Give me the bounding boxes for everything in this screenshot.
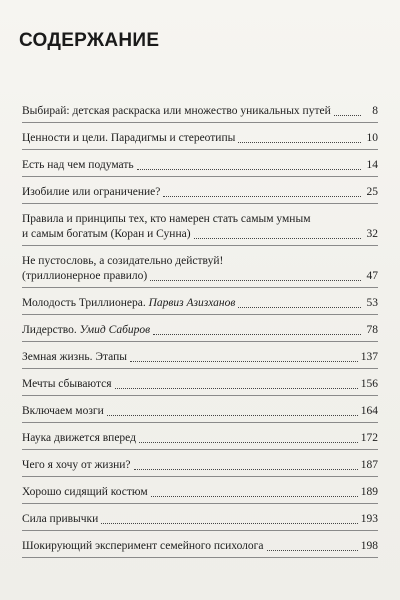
separator-rule <box>22 422 378 423</box>
toc-entry <box>22 485 378 504</box>
toc-page-number: 137 <box>360 351 378 363</box>
dot-leader <box>194 237 361 239</box>
toc-entry-title: Лидерство. Умид Сабиров <box>22 324 151 336</box>
toc-entry-title: Молодость Триллионера. Парвиз Азизханов <box>22 297 236 309</box>
toc-entry <box>22 377 378 396</box>
toc-page-number: 187 <box>360 459 378 471</box>
separator-rule <box>22 122 378 123</box>
dot-leader <box>139 441 358 443</box>
dot-leader <box>137 168 361 170</box>
toc-entry-title: Шокирующий эксперимент семейного психолога <box>22 540 264 552</box>
separator-rule <box>22 503 378 504</box>
toc-page-number: 47 <box>366 270 378 282</box>
toc-entry <box>22 131 378 150</box>
dot-leader <box>267 549 358 551</box>
dot-leader <box>151 495 358 497</box>
separator-rule <box>22 176 378 177</box>
toc-entry-title: Выбирай: детская раскраска или множество уникальных путей <box>22 105 331 117</box>
toc-page-number: 189 <box>360 486 378 498</box>
toc-entry-title: Земная жизнь. Этапы <box>22 351 127 363</box>
toc-page-number: 78 <box>366 324 378 336</box>
separator-rule <box>22 557 378 558</box>
toc-entry-title: Мечты сбываются <box>22 378 112 390</box>
page-title: СОДЕРЖАНИЕ <box>19 30 160 51</box>
separator-rule <box>22 449 378 450</box>
separator-rule <box>22 287 378 288</box>
separator-rule <box>22 341 378 342</box>
separator-rule <box>22 395 378 396</box>
dot-leader <box>153 333 361 335</box>
toc-entry <box>22 185 378 204</box>
dot-leader <box>101 522 357 524</box>
dot-leader <box>134 468 358 470</box>
toc-entry <box>22 158 378 177</box>
dot-leader <box>130 360 358 362</box>
separator-rule <box>22 149 378 150</box>
toc-entry-title: Ценности и цели. Парадигмы и стереотипы <box>22 132 236 144</box>
toc-page-number: 32 <box>366 228 378 240</box>
dot-leader <box>238 306 361 308</box>
toc-page-number: 8 <box>372 105 378 117</box>
toc-page-number: 193 <box>360 513 378 525</box>
toc-entry-title: Сила привычки <box>22 513 99 525</box>
toc-entry <box>22 296 378 315</box>
toc-entry-title: Изобилие или ограничение? <box>22 186 161 198</box>
toc-entry <box>22 350 378 369</box>
toc-entry <box>22 512 378 531</box>
dot-leader <box>115 387 358 389</box>
toc-entry <box>22 458 378 477</box>
toc-entry-author: Умид Сабиров <box>79 324 151 336</box>
dot-leader <box>163 195 361 197</box>
dot-leader <box>107 414 358 416</box>
toc-page-number: 156 <box>360 378 378 390</box>
separator-rule <box>22 245 378 246</box>
dot-leader <box>238 141 361 143</box>
toc-entry-title: Хорошо сидящий костюм <box>22 486 148 498</box>
toc-page-number: 172 <box>360 432 378 444</box>
separator-rule <box>22 368 378 369</box>
toc-entry <box>22 539 378 558</box>
toc-page-number: 14 <box>366 159 378 171</box>
toc-entry-title: Чего я хочу от жизни? <box>22 459 131 471</box>
toc-entry <box>22 212 378 246</box>
toc-entry <box>22 254 378 288</box>
toc-entry-title-continued: и самым богатым (Коран и Сунна) <box>22 228 191 240</box>
separator-rule <box>22 314 378 315</box>
separator-rule <box>22 203 378 204</box>
toc-entry-title: Включаем мозги <box>22 405 104 417</box>
toc-entry-author: Парвиз Азизханов <box>148 297 236 309</box>
toc-entry-title: Правила и принципы тех, кто намерен стать самым умным <box>22 213 311 225</box>
toc-entry <box>22 104 378 123</box>
toc-entry-title: Не пустословь, а созидательно действуй! <box>22 255 224 267</box>
toc-entry <box>22 431 378 450</box>
toc-page-number: 25 <box>366 186 378 198</box>
dot-leader <box>150 279 361 281</box>
toc-page-number: 10 <box>366 132 378 144</box>
separator-rule <box>22 476 378 477</box>
toc-entry-title: Наука движется вперед <box>22 432 136 444</box>
toc-entry-title: Есть над чем подумать <box>22 159 134 171</box>
toc-entry-title-continued: (триллионерное правило) <box>22 270 148 282</box>
toc-page-number: 53 <box>366 297 378 309</box>
toc-page-number: 198 <box>360 540 378 552</box>
toc-entry <box>22 404 378 423</box>
toc-entry <box>22 323 378 342</box>
table-of-contents <box>22 104 378 558</box>
separator-rule <box>22 530 378 531</box>
dot-leader <box>334 114 361 116</box>
toc-page-number: 164 <box>360 405 378 417</box>
